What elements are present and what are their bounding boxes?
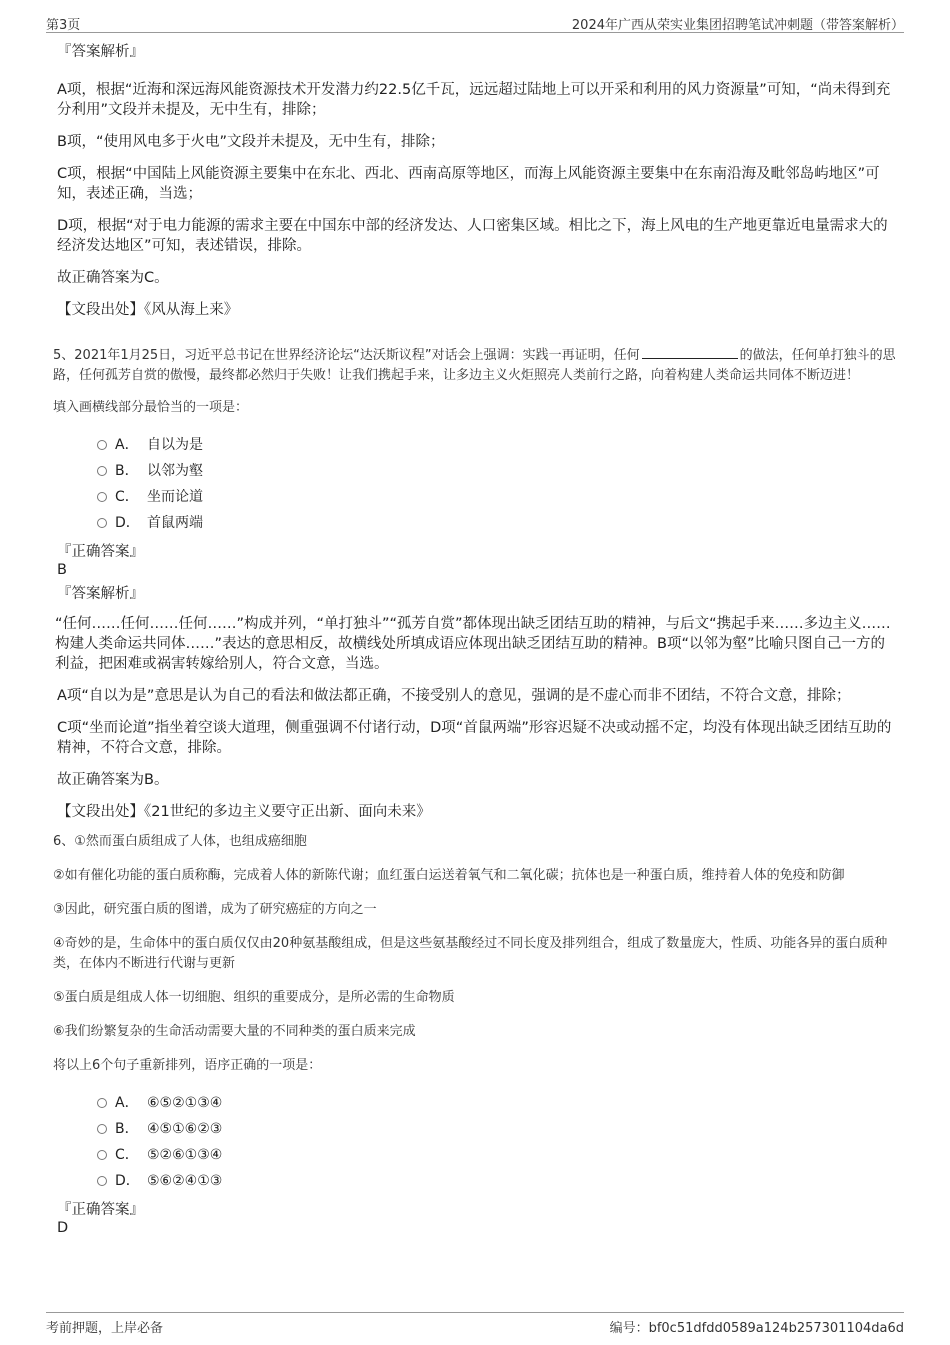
radio-icon[interactable] (97, 1150, 107, 1160)
q5-options (57, 432, 897, 536)
radio-icon[interactable] (97, 1124, 107, 1134)
option-letter: B． (115, 463, 139, 479)
radio-icon[interactable] (97, 518, 107, 528)
q5-analysis-cd: C项“坐而论道”指坐着空谈大道理，侧重强调不付诸行动，D项“首鼠两端”形容迟疑不决或动摇不定，均没有体现出缺乏团结互助的精神，不符合文意，排除。 (57, 720, 892, 756)
radio-icon[interactable] (97, 1098, 107, 1108)
q6-options (57, 1090, 897, 1194)
option-letter: C． (115, 489, 139, 505)
q6-sentence-4: ④奇妙的是，生命体中的蛋白质仅仅由20种氨基酸组成，但是这些氨基酸经过不同长度及排列组合，组成了数量庞大，性质、功能各异的蛋白质种类，在体内不断进行代谢与更新 (53, 936, 888, 971)
option-letter: D． (115, 1173, 140, 1189)
q5-option-b[interactable] (57, 458, 897, 484)
q5-conclusion: 故正确答案为B。 (57, 772, 169, 788)
q4-analysis-b: B项，“使用风电多于火电”文段并未提及，无中生有，排除； (57, 134, 445, 150)
q5-answer: B (57, 562, 67, 578)
q5-analysis-a: A项“自以为是”意思是认为自己的看法和做法都正确，不接受别人的意见，强调的是不虚心而非不团结，不符合文意，排除； (57, 688, 851, 704)
page-header (46, 12, 904, 33)
q5-stem (53, 344, 897, 386)
q5-option-a[interactable] (57, 432, 897, 458)
option-text: 坐而论道 (147, 489, 203, 505)
option-letter: C． (115, 1147, 139, 1163)
q5-answer-label: 『正确答案』 (57, 544, 144, 560)
q4-analysis-a: A项，根据“近海和深远海风能资源技术开发潜力约22.5亿千瓦，远远超过陆地上可以开采和利用的风力资源量”可知，“尚未得到充分利用”文段并未提及，无中生有，排除； (57, 82, 891, 118)
option-text: ④⑤①⑥②③ (147, 1121, 223, 1137)
footer-slogan: 考前押题，上岸必备 (46, 1321, 164, 1336)
page-number: 第3页 (46, 18, 81, 33)
q4-analysis-c: C项，根据“中国陆上风能资源主要集中在东北、西北、西南高原等地区，而海上风能资源主要集中在东南沿海及毗邻岛屿地区”可知，表述正确，当选； (57, 166, 880, 202)
q6-sentence-5: ⑤蛋白质是组成人体一切细胞、组织的重要成分，是所必需的生命物质 (53, 990, 455, 1005)
q6-option-c[interactable] (57, 1142, 897, 1168)
q5-stem-after: 的做法，任何单打独斗的思路，任何孤芳自赏的傲慢，最终都必然归于失败！让我们携起手来，让多边主义火炬照亮人类前行之路，向着构建人类命运共同体不断迈进！ (53, 348, 896, 383)
q5-source: 【文段出处】《21世纪的多边主义要守正出新、面向未来》 (57, 804, 431, 820)
q6-sentence-3: ③因此，研究蛋白质的图谱，成为了研究癌症的方向之一 (53, 902, 377, 917)
q5-analysis-main: “任何……任何……任何……”构成并列，“单打独斗”“孤芳自赏”都体现出缺乏团结互助的精神，与后文“携起手来……多边主义……构建人类命运共同体……”表达的意思相反，故横线处所填成语应体现出缺乏团结互助的精神。B项“以邻为壑”比喻只图自己一方的利益，把困难或祸害转嫁给别人，符合文意，当选。 (55, 616, 891, 672)
q6-prompt: 将以上6个句子重新排列，语序正确的一项是： (53, 1058, 322, 1073)
q5-prompt: 填入画横线部分最恰当的一项是： (53, 400, 249, 415)
q6-option-a[interactable] (57, 1090, 897, 1116)
radio-icon[interactable] (97, 466, 107, 476)
document-body (53, 42, 897, 1236)
option-letter: B． (115, 1121, 139, 1137)
q5-stem-before: 5、2021年1月25日，习近平总书记在世界经济论坛“达沃斯议程”对话会上强调：实践一再证明，任何 (53, 348, 640, 363)
option-letter: D． (115, 515, 140, 531)
q4-source: 【文段出处】《风从海上来》 (57, 302, 239, 318)
option-text: ⑤⑥②④①③ (147, 1173, 223, 1189)
q4-conclusion: 故正确答案为C。 (57, 270, 169, 286)
q6-option-b[interactable] (57, 1116, 897, 1142)
q4-analysis-d: D项，根据“对于电力能源的需求主要在中国东中部的经济发达、人口密集区域。相比之下，海上风电的生产地更靠近电量需求大的经济发达地区”可知，表述错误，排除。 (57, 218, 888, 254)
q6-sentence-1: 6、①然而蛋白质组成了人体，也组成癌细胞 (53, 834, 307, 849)
option-text: ⑤②⑥①③④ (147, 1147, 223, 1163)
option-text: 首鼠两端 (147, 515, 203, 531)
radio-icon[interactable] (97, 492, 107, 502)
option-text: ⑥⑤②①③④ (147, 1095, 223, 1111)
radio-icon[interactable] (97, 1176, 107, 1186)
q6-sentence-2: ②如有催化功能的蛋白质称酶，完成着人体的新陈代谢；血红蛋白运送着氧气和二氧化碳；抗体也是一种蛋白质，维持着人体的免疫和防御 (53, 868, 845, 883)
document-title: 2024年广西从荣实业集团招聘笔试冲刺题（带答案解析） (571, 18, 904, 33)
q6-answer-label: 『正确答案』 (57, 1202, 144, 1218)
q6-sentence-6: ⑥我们纷繁复杂的生命活动需要大量的不同种类的蛋白质来完成 (53, 1024, 416, 1039)
option-letter: A． (115, 437, 139, 453)
page-footer (46, 1312, 904, 1335)
q5-option-d[interactable] (57, 510, 897, 536)
q6-answer: D (57, 1220, 69, 1236)
radio-icon[interactable] (97, 440, 107, 450)
option-text: 以邻为壑 (147, 463, 203, 479)
q5-blank (642, 344, 738, 359)
document-id: 编号：bf0c51dfdd0589a124b257301104da6d (609, 1321, 904, 1336)
q5-option-c[interactable] (57, 484, 897, 510)
option-letter: A． (115, 1095, 139, 1111)
option-text: 自以为是 (147, 437, 203, 453)
q5-analysis-label: 『答案解析』 (57, 586, 144, 602)
q6-option-d[interactable] (57, 1168, 897, 1194)
q4-analysis-label: 『答案解析』 (57, 44, 144, 60)
